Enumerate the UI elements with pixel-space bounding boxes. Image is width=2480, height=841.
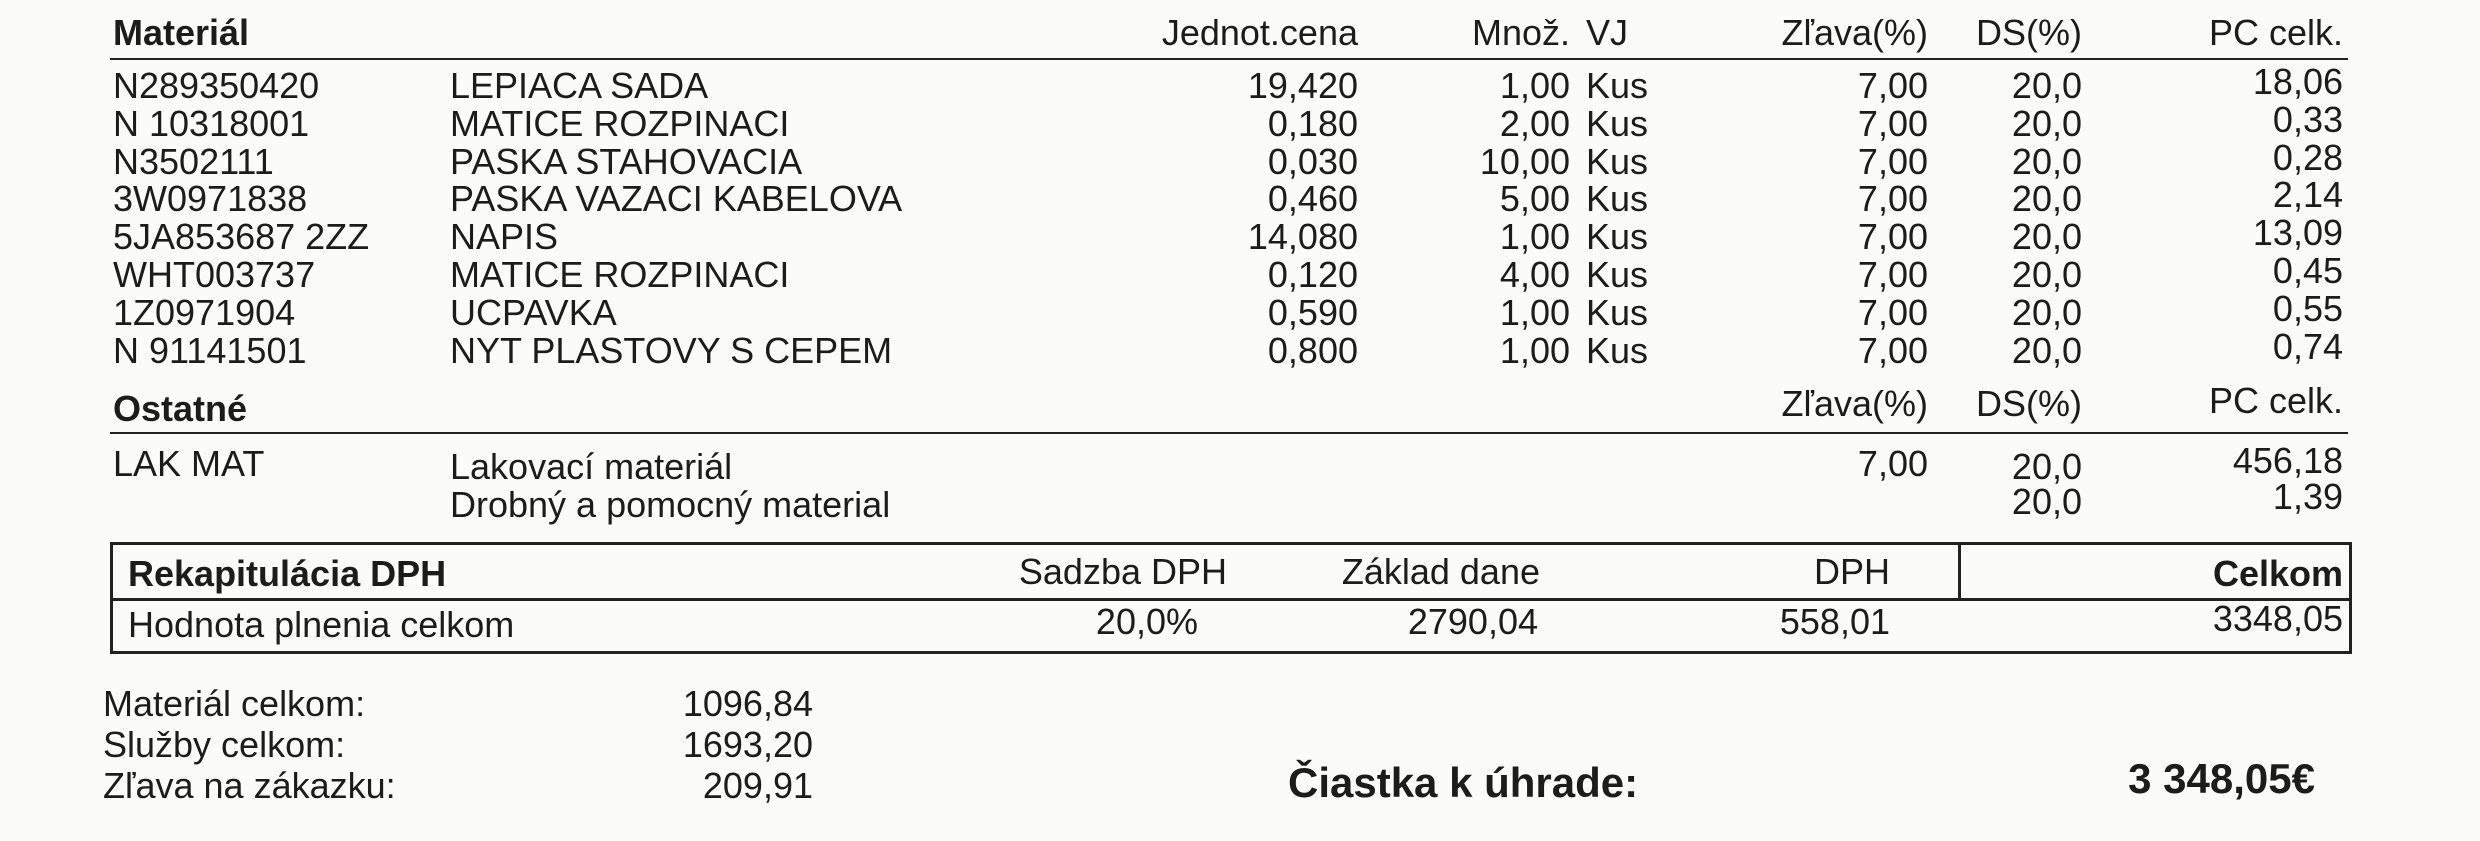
material-code: 1Z0971904 (113, 291, 296, 333)
other-row-discount: 7,00 (1857, 443, 1928, 484)
material-code: N 10318001 (113, 102, 310, 144)
line-total: 0,33 (2272, 98, 2343, 140)
vat-rate: 20,0 (2011, 65, 2082, 106)
material-code: 3W0971838 (113, 178, 308, 220)
col-header-total: PC celk. (2208, 12, 2343, 53)
unit: Kus (1586, 140, 1649, 182)
unit: Kus (1586, 65, 1649, 106)
other-col-header-discount: Zľava(%) (1781, 383, 1928, 424)
unit-price: 0,030 (1267, 140, 1358, 182)
material-name: MATICE ROZPINACI (450, 102, 790, 144)
other-row-total: 456,18 (2232, 440, 2343, 481)
vat-rate: 20,0 (2011, 140, 2082, 182)
material-name: MATICE ROZPINACI (450, 254, 790, 295)
col-header-unit: VJ (1586, 12, 1629, 53)
unit: Kus (1586, 329, 1649, 371)
vat-rate: 20,0 (2011, 178, 2082, 220)
material-header-rule (110, 58, 2348, 60)
material-code: N 91141501 (113, 329, 307, 371)
line-total: 2,14 (2272, 174, 2343, 216)
order-discount-value: 209,91 (702, 765, 813, 806)
unit-price: 0,590 (1267, 291, 1358, 333)
quantity: 2,00 (1499, 102, 1570, 144)
vat-amount-value: 558,01 (1779, 601, 1890, 642)
quantity: 5,00 (1499, 178, 1570, 220)
vat-rate-header: Sadzba DPH (1018, 551, 1227, 592)
discount: 7,00 (1857, 254, 1928, 295)
unit-price: 0,800 (1267, 329, 1358, 371)
tax-base-header: Základ dane (1341, 551, 1540, 592)
unit-price: 0,120 (1267, 254, 1358, 295)
unit-price: 0,180 (1267, 102, 1358, 144)
col-header-quantity: Množ. (1471, 12, 1570, 53)
material-code: WHT003737 (113, 254, 316, 295)
vat-rate: 20,0 (2011, 216, 2082, 258)
services-total-label: Služby celkom: (103, 724, 346, 765)
vat-rate: 20,0 (2011, 329, 2082, 371)
line-total: 0,55 (2272, 287, 2343, 329)
material-name: NAPIS (450, 216, 559, 258)
material-name: PASKA VAZACI KABELOVA (450, 178, 903, 220)
quantity: 1,00 (1499, 216, 1570, 258)
discount: 7,00 (1857, 65, 1928, 106)
col-header-vat-rate: DS(%) (1976, 12, 2082, 53)
discount: 7,00 (1857, 291, 1928, 333)
material-code: 5JA853687 2ZZ (113, 216, 370, 258)
other-row-name: Drobný a pomocný material (450, 484, 891, 525)
unit: Kus (1586, 178, 1649, 220)
unit-price: 0,460 (1267, 178, 1358, 220)
services-total-value: 1693,20 (682, 724, 813, 765)
vat-summary-divider (1958, 542, 1961, 600)
quantity: 1,00 (1499, 291, 1570, 333)
material-name: PASKA STAHOVACIA (450, 140, 803, 182)
quantity: 10,00 (1479, 140, 1570, 182)
discount: 7,00 (1857, 216, 1928, 258)
other-header-rule (110, 432, 2348, 434)
quantity: 4,00 (1499, 254, 1570, 295)
amount-due-label: Čiastka k úhrade: (1288, 759, 1639, 806)
other-section-title: Ostatné (113, 388, 248, 429)
material-name: LEPIACA SADA (450, 65, 709, 106)
quantity: 1,00 (1499, 65, 1570, 106)
vat-rate: 20,0 (2011, 102, 2082, 144)
material-total-label: Materiál celkom: (103, 683, 366, 724)
unit-price: 14,080 (1247, 216, 1358, 258)
material-name: NYT PLASTOVY S CEPEM (450, 329, 893, 371)
other-row-name: Lakovací materiál (450, 446, 733, 487)
vat-amount-header: DPH (1813, 551, 1890, 592)
other-col-header-total: PC celk. (2208, 380, 2343, 421)
col-header-discount: Zľava(%) (1781, 12, 1928, 53)
material-total-value: 1096,84 (682, 683, 813, 724)
material-name: UCPAVKA (450, 291, 617, 333)
amount-due-value: 3 348,05€ (2128, 755, 2315, 802)
material-code: N3502111 (113, 140, 274, 182)
order-discount-label: Zľava na zákazku: (103, 765, 396, 806)
vat-summary-title: Rekapitulácia DPH (128, 553, 447, 594)
unit-price: 19,420 (1247, 65, 1358, 106)
other-row-vat: 20,0 (2011, 446, 2082, 487)
material-code: N289350420 (113, 65, 320, 106)
vat-summary-header-rule (113, 598, 2349, 601)
line-total: 0,74 (2272, 325, 2343, 367)
line-total: 0,28 (2272, 136, 2343, 178)
unit: Kus (1586, 254, 1649, 295)
discount: 7,00 (1857, 329, 1928, 371)
vat-rate-value: 20,0% (1095, 601, 1198, 642)
vat-total-value: 3348,05 (2212, 598, 2343, 639)
material-section-title: Materiál (113, 12, 250, 53)
line-total: 0,45 (2272, 250, 2343, 291)
discount: 7,00 (1857, 102, 1928, 144)
vat-rate: 20,0 (2011, 254, 2082, 295)
line-total: 18,06 (2252, 61, 2343, 102)
col-header-unit-price: Jednot.cena (1161, 12, 1358, 53)
line-total: 13,09 (2252, 212, 2343, 254)
discount: 7,00 (1857, 140, 1928, 182)
unit: Kus (1586, 216, 1649, 258)
unit: Kus (1586, 102, 1649, 144)
vat-total-header: Celkom (2212, 553, 2343, 594)
tax-base-value: 2790,04 (1407, 601, 1538, 642)
other-row-code: LAK MAT (113, 443, 265, 484)
quantity: 1,00 (1499, 329, 1570, 371)
other-row-total: 1,39 (2272, 476, 2343, 517)
other-col-header-vat-rate: DS(%) (1976, 383, 2082, 424)
other-row-vat: 20,0 (2011, 481, 2082, 522)
vat-rate: 20,0 (2011, 291, 2082, 333)
discount: 7,00 (1857, 178, 1928, 220)
vat-summary-row-label: Hodnota plnenia celkom (128, 604, 515, 645)
unit: Kus (1586, 291, 1649, 333)
